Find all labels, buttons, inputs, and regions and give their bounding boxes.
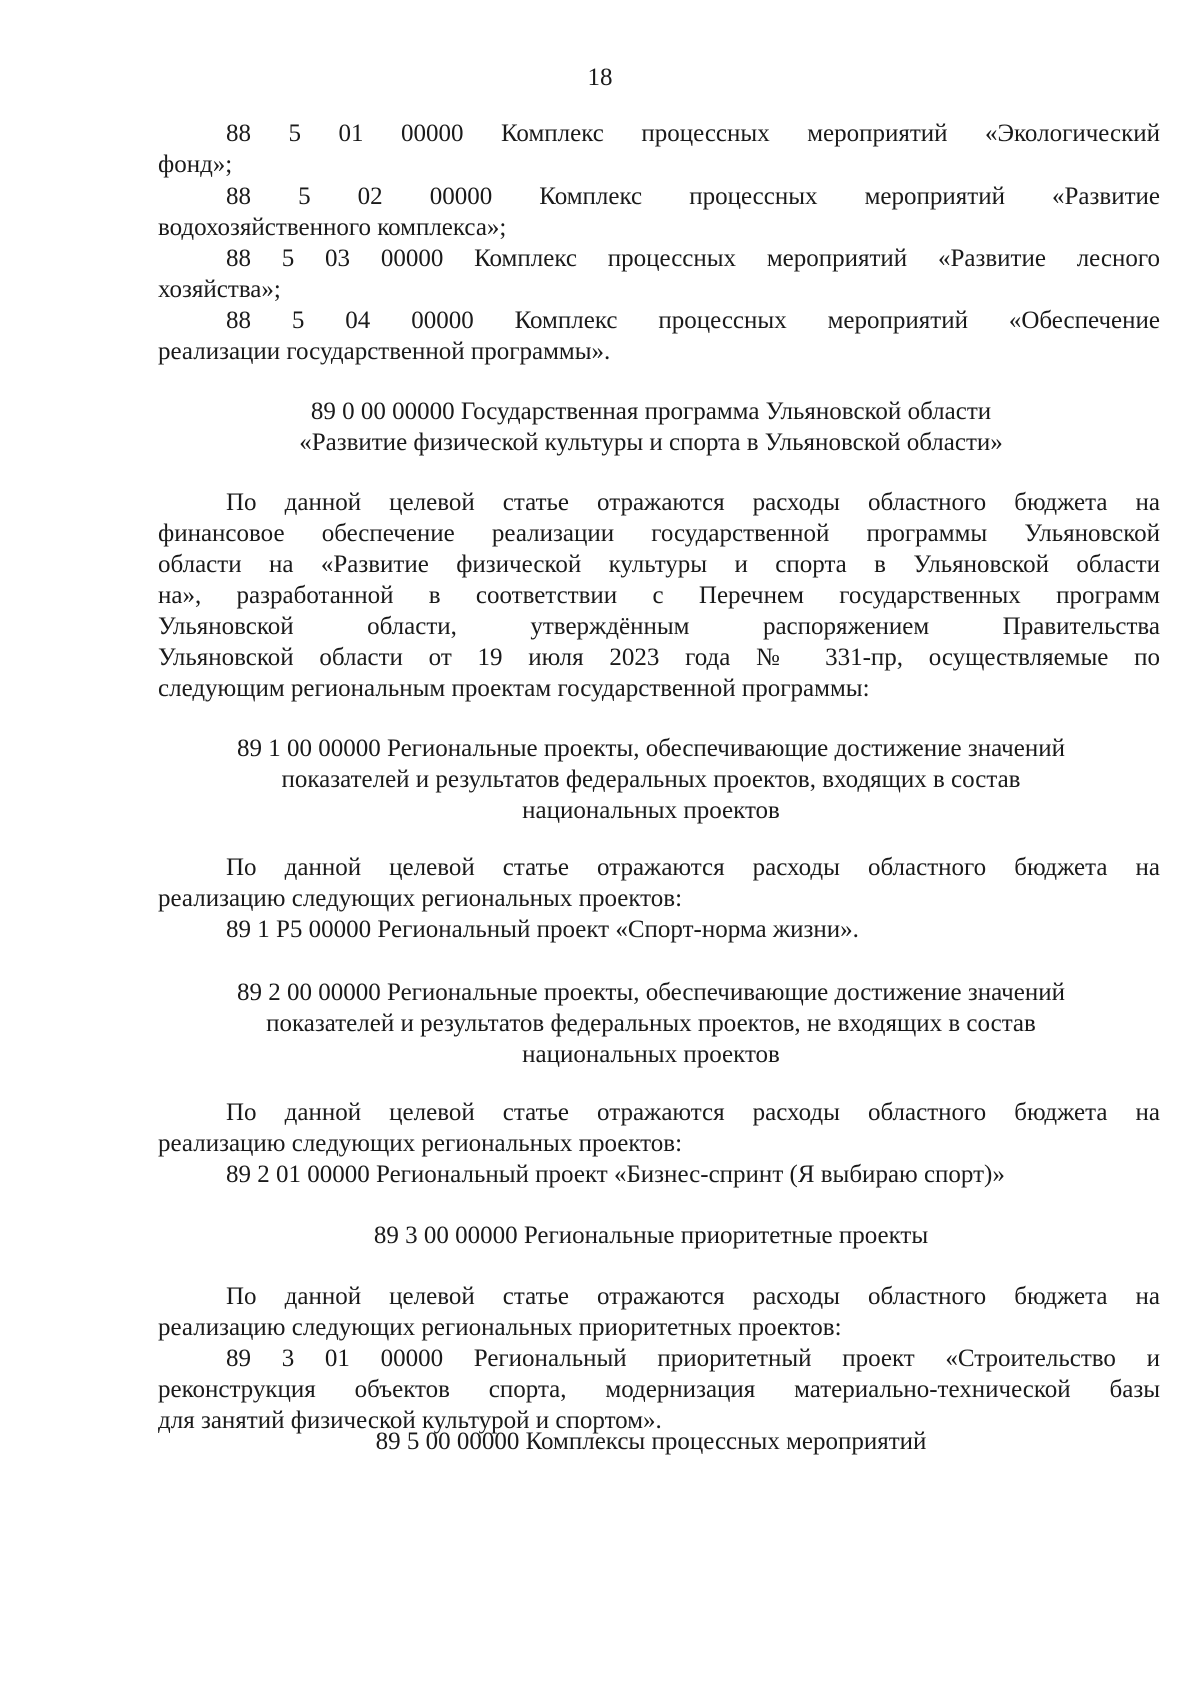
paragraph-line: По данной целевой статье отражаются расходы областного бюджета на (226, 1283, 1160, 1310)
list-item (158, 118, 1160, 180)
section-heading (150, 1426, 1152, 1457)
heading-line: 89 0 00 00000 Государственная программа Ульяновской области (310, 398, 992, 425)
list-item (158, 181, 1160, 243)
heading-line: 89 3 00 00000 Региональные приоритетные проекты (373, 1222, 929, 1249)
paragraph-line: на», разработанной в соответствии с Перечнем государственных программ (158, 582, 1160, 609)
heading-line: 89 5 00 00000 Комплексы процессных мероприятий (375, 1428, 927, 1455)
heading-line: национальных проектов (522, 1041, 780, 1068)
heading-line: национальных проектов (522, 797, 780, 824)
list-item-line: водохозяйственного комплекса»; (158, 214, 507, 241)
paragraph-line: По данной целевой статье отражаются расходы областного бюджета на (226, 854, 1160, 881)
paragraph-line: Ульяновской области, утверждённым распоряжением Правительства (158, 613, 1160, 640)
paragraph (158, 1097, 1160, 1190)
heading-line: 89 2 00 00000 Региональные проекты, обеспечивающие достижение значений (237, 979, 1065, 1006)
paragraph-line: реализацию следующих региональных проектов: (158, 885, 683, 912)
paragraph-line: Ульяновской области от 19 июля 2023 года № 331-пр, осуществляемые по (158, 644, 1160, 671)
heading-line: показателей и результатов федеральных проектов, входящих в состав (281, 766, 1021, 793)
paragraph-line: финансовое обеспечение реализации государственной программы Ульяновской (158, 520, 1160, 547)
paragraph (158, 852, 1160, 945)
section-heading (150, 1220, 1152, 1251)
heading-line: показателей и результатов федеральных проектов, не входящих в состав (266, 1010, 1036, 1037)
paragraph-line: следующим региональным проектам государственной программы: (158, 675, 870, 702)
paragraph-line: области на «Развитие физической культуры и спорта в Ульяновской области (158, 551, 1160, 578)
list-item-line: реализации государственной программы». (158, 338, 611, 365)
list-item-line: хозяйства»; (158, 276, 281, 303)
list-item (158, 305, 1160, 367)
paragraph-line: для занятий физической культурой и спортом». (158, 1407, 662, 1434)
list-item-line: фонд»; (158, 151, 233, 178)
paragraph-line: реализацию следующих региональных проектов: (158, 1130, 683, 1157)
section-heading (150, 396, 1152, 458)
paragraph-line: 89 2 01 00000 Региональный проект «Бизнес-спринт (Я выбираю спорт)» (226, 1161, 1005, 1188)
paragraph-line: По данной целевой статье отражаются расходы областного бюджета на (226, 1099, 1160, 1126)
heading-line: 89 1 00 00000 Региональные проекты, обеспечивающие достижение значений (237, 735, 1065, 762)
paragraph-line: 89 3 01 00000 Региональный приоритетный проект «Строительство и (226, 1345, 1160, 1372)
list-item (158, 243, 1160, 305)
list-item-line: 88 5 02 00000 Комплекс процессных мероприятий «Развитие (226, 183, 1160, 210)
heading-line: «Развитие физической культуры и спорта в Ульяновской области» (299, 429, 1003, 456)
list-item-line: 88 5 03 00000 Комплекс процессных мероприятий «Развитие лесного (226, 245, 1160, 272)
paragraph (158, 487, 1160, 704)
section-heading (150, 977, 1152, 1070)
page-number: 18 (587, 64, 613, 91)
paragraph (158, 1281, 1160, 1436)
paragraph-line: 89 1 Р5 00000 Региональный проект «Спорт-норма жизни». (226, 916, 859, 943)
section-heading (150, 733, 1152, 826)
paragraph-line: По данной целевой статье отражаются расходы областного бюджета на (226, 489, 1160, 516)
list-item-line: 88 5 04 00000 Комплекс процессных мероприятий «Обеспечение (226, 307, 1160, 334)
paragraph-line: реализацию следующих региональных приоритетных проектов: (158, 1314, 842, 1341)
list-item-line: 88 5 01 00000 Комплекс процессных мероприятий «Экологический (226, 120, 1160, 147)
paragraph-line: реконструкция объектов спорта, модернизация материально-технической базы (158, 1376, 1160, 1403)
